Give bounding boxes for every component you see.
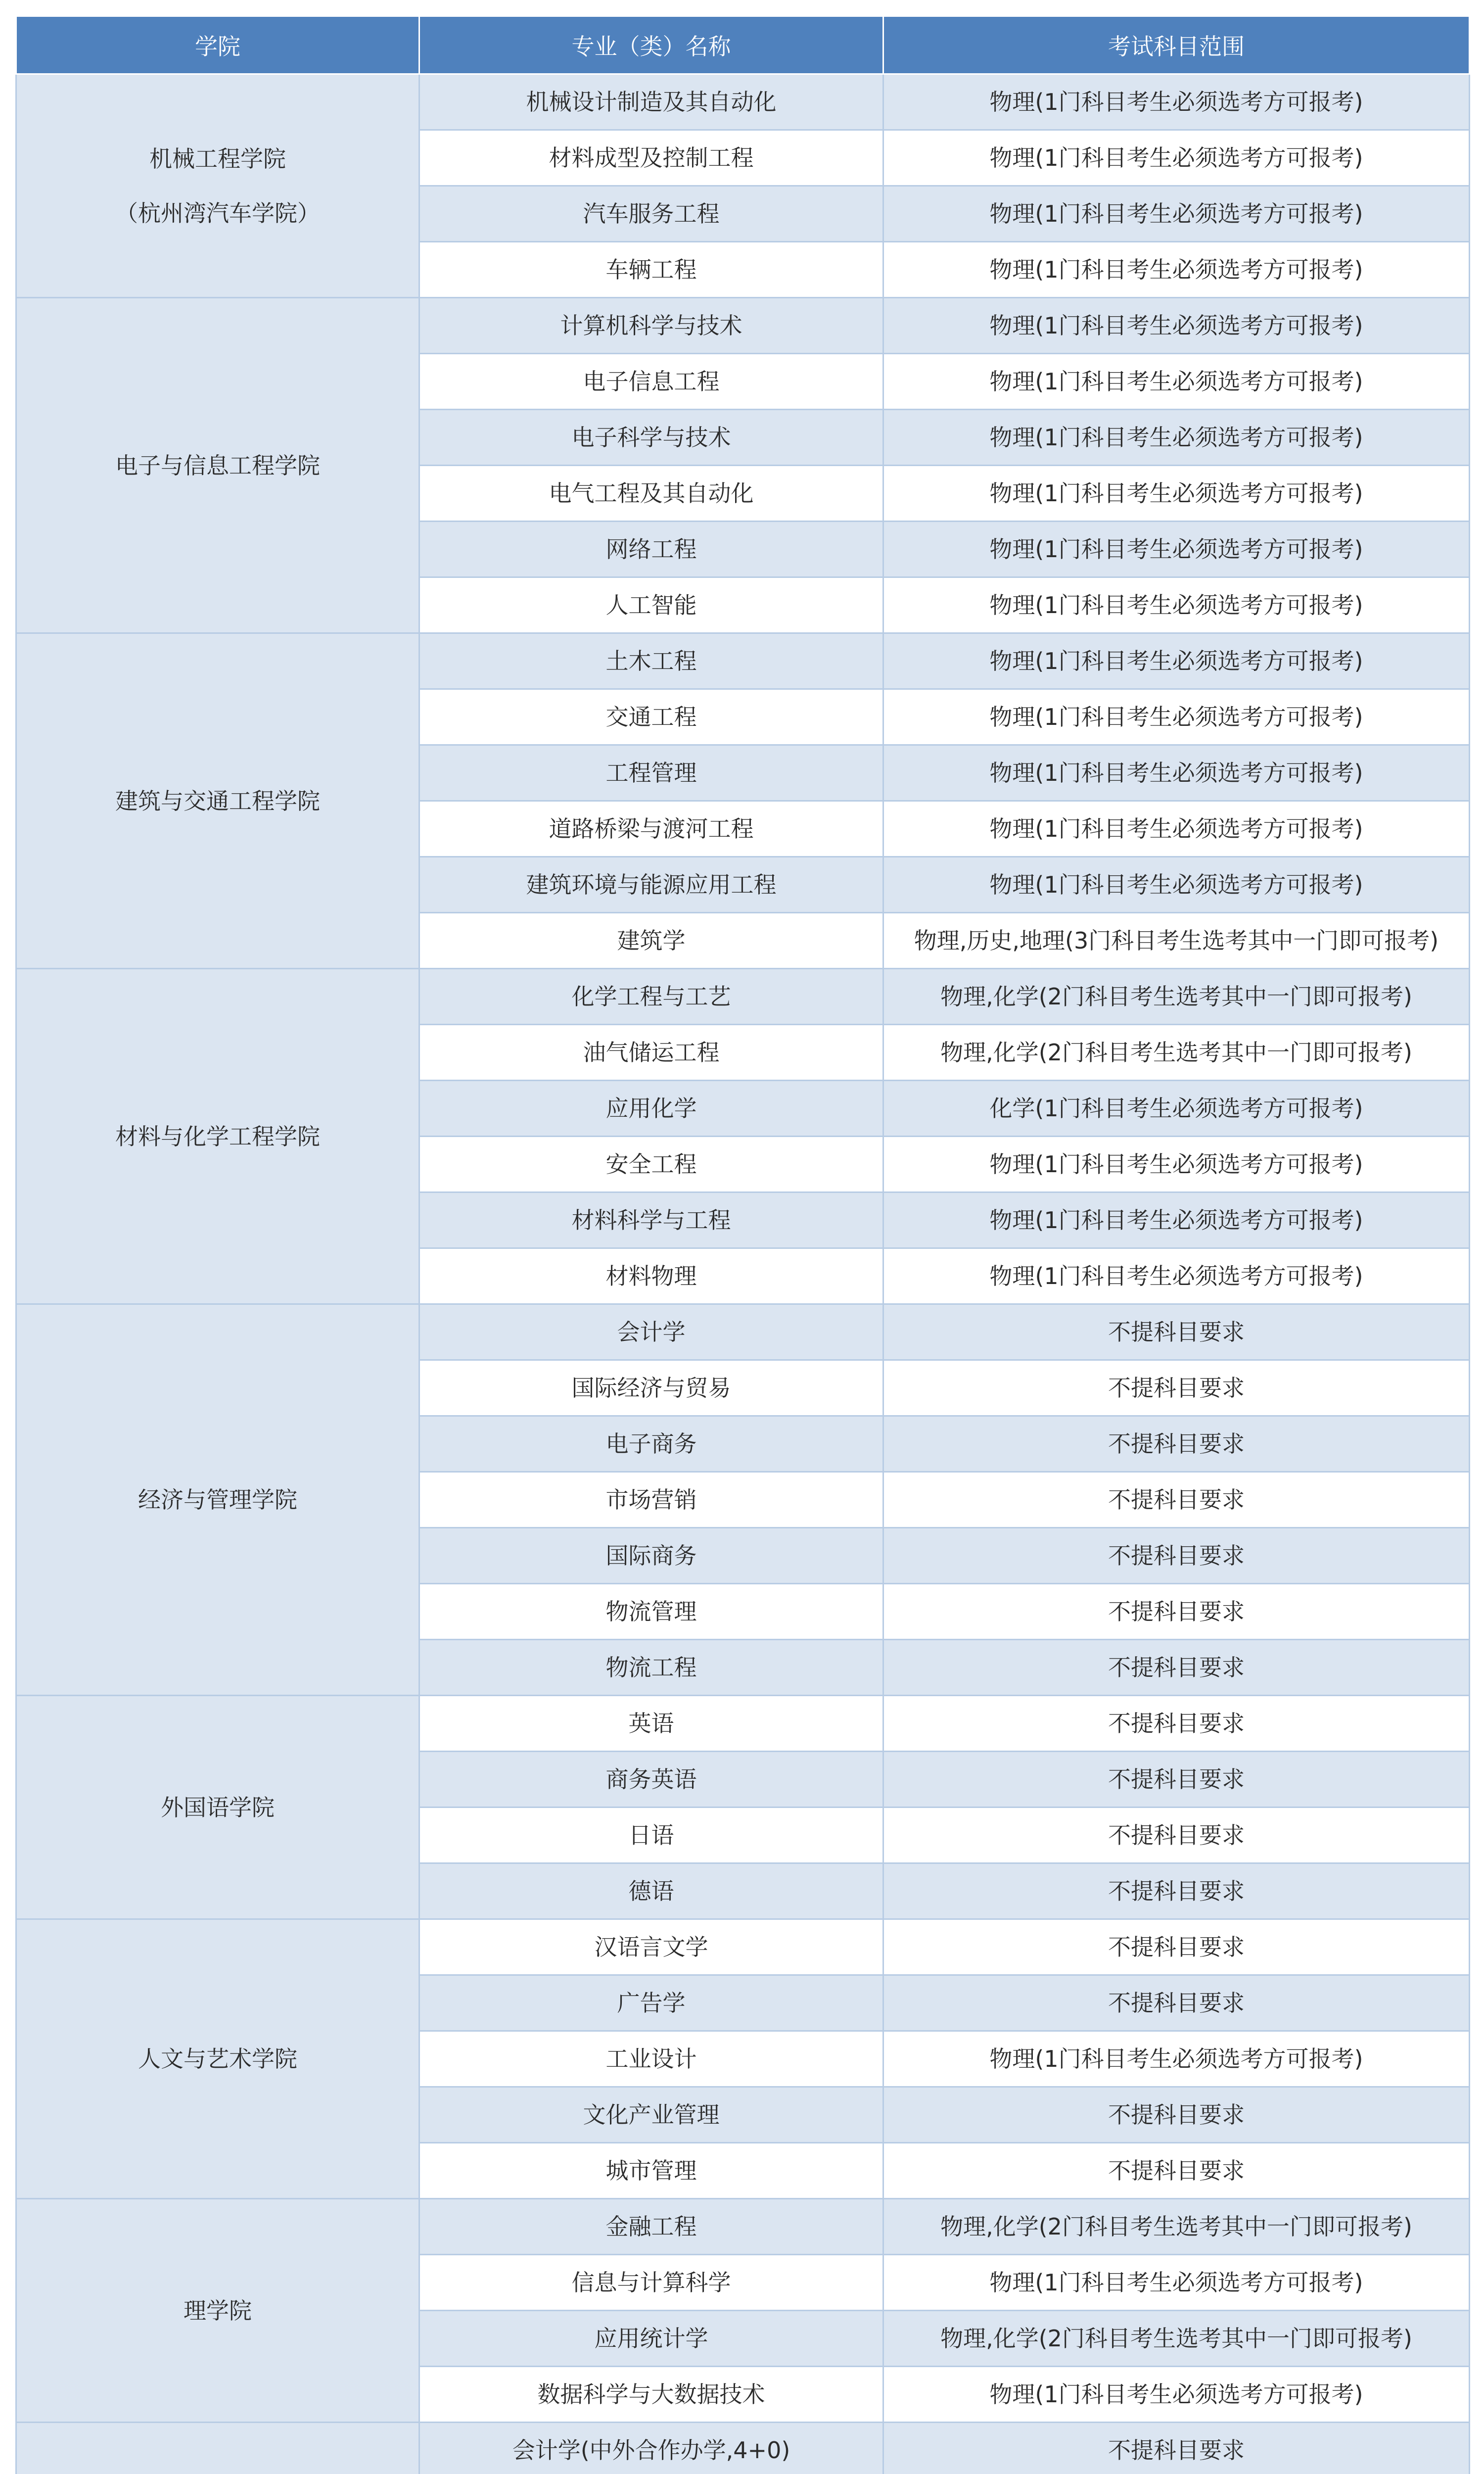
major-cell: 国际经济与贸易 [419, 1360, 883, 1416]
major-cell: 土木工程 [419, 633, 883, 689]
subject-requirement-cell: 物理(1门科目考生必须选考方可报考) [883, 186, 1470, 242]
subject-requirement-cell: 物理(1门科目考生必须选考方可报考) [883, 466, 1470, 522]
college-name: （杭州湾汽车学院） [115, 199, 320, 227]
college-name: 机械工程学院 [149, 145, 286, 172]
subject-requirement-cell: 不提科目要求 [883, 1472, 1470, 1528]
college-cell [16, 2423, 419, 2474]
major-cell: 国际商务 [419, 1528, 883, 1584]
major-cell: 机械设计制造及其自动化 [419, 74, 883, 130]
major-cell: 信息与计算科学 [419, 2255, 883, 2311]
major-cell: 工业设计 [419, 2031, 883, 2087]
college-cell [16, 1304, 419, 1696]
subject-requirement-cell: 物理(1门科目考生必须选考方可报考) [883, 2255, 1470, 2311]
major-cell: 电子商务 [419, 1416, 883, 1472]
major-cell: 化学工程与工艺 [419, 969, 883, 1025]
subject-requirement-cell: 物理(1门科目考生必须选考方可报考) [883, 633, 1470, 689]
subject-requirement-cell: 不提科目要求 [883, 1975, 1470, 2031]
subject-requirement-cell: 物理,化学(2门科目考生选考其中一门即可报考) [883, 2311, 1470, 2367]
major-cell: 金融工程 [419, 2199, 883, 2255]
subject-requirement-cell: 不提科目要求 [883, 1752, 1470, 1808]
major-cell: 商务英语 [419, 1752, 883, 1808]
major-cell: 安全工程 [419, 1137, 883, 1192]
subject-requirement-cell: 不提科目要求 [883, 1863, 1470, 1919]
college-name: 材料与化学工程学院 [115, 1123, 320, 1150]
college-cell [16, 633, 419, 969]
table-row [16, 969, 1470, 1025]
subject-requirement-cell: 物理(1门科目考生必须选考方可报考) [883, 2031, 1470, 2087]
major-cell: 网络工程 [419, 522, 883, 577]
subject-requirement-cell: 不提科目要求 [883, 1360, 1470, 1416]
major-cell: 人工智能 [419, 577, 883, 633]
table-row [16, 298, 1470, 354]
major-cell: 德语 [419, 1863, 883, 1919]
major-cell: 建筑学 [419, 913, 883, 969]
major-cell: 汽车服务工程 [419, 186, 883, 242]
subject-requirement-cell: 不提科目要求 [883, 1640, 1470, 1696]
major-cell: 计算机科学与技术 [419, 298, 883, 354]
subject-requirement-cell: 物理(1门科目考生必须选考方可报考) [883, 1137, 1470, 1192]
subject-requirement-cell: 物理(1门科目考生必须选考方可报考) [883, 577, 1470, 633]
subject-requirement-cell: 不提科目要求 [883, 2087, 1470, 2143]
subject-requirement-cell: 化学(1门科目考生必须选考方可报考) [883, 1081, 1470, 1137]
college-cell [16, 969, 419, 1304]
table-row [16, 2423, 1470, 2474]
major-cell: 广告学 [419, 1975, 883, 2031]
subject-requirement-cell: 物理,化学(2门科目考生选考其中一门即可报考) [883, 969, 1470, 1025]
major-cell: 市场营销 [419, 1472, 883, 1528]
major-cell: 交通工程 [419, 689, 883, 745]
table-row [16, 1696, 1470, 1752]
major-cell: 物流管理 [419, 1584, 883, 1640]
major-cell: 材料成型及控制工程 [419, 130, 883, 186]
header-subjects: 考试科目范围 [883, 16, 1470, 74]
major-cell: 电气工程及其自动化 [419, 466, 883, 522]
subject-requirement-cell: 物理(1门科目考生必须选考方可报考) [883, 857, 1470, 913]
subject-requirement-cell: 物理,历史,地理(3门科目考生选考其中一门即可报考) [883, 913, 1470, 969]
subject-requirement-cell: 不提科目要求 [883, 1808, 1470, 1863]
header-row [16, 16, 1470, 74]
major-cell: 文化产业管理 [419, 2087, 883, 2143]
college-name: 外国语学院 [161, 1794, 275, 1821]
subject-requirement-cell: 物理(1门科目考生必须选考方可报考) [883, 298, 1470, 354]
subject-requirement-cell: 物理(1门科目考生必须选考方可报考) [883, 1192, 1470, 1248]
subject-requirement-cell: 物理(1门科目考生必须选考方可报考) [883, 130, 1470, 186]
table-row [16, 1919, 1470, 1975]
table-row [16, 633, 1470, 689]
college-cell [16, 2199, 419, 2423]
college-cell [16, 74, 419, 298]
major-cell: 道路桥梁与渡河工程 [419, 801, 883, 857]
subject-requirement-cell: 不提科目要求 [883, 2143, 1470, 2199]
major-cell: 电子信息工程 [419, 354, 883, 410]
subject-requirement-cell: 物理(1门科目考生必须选考方可报考) [883, 410, 1470, 466]
major-cell: 材料科学与工程 [419, 1192, 883, 1248]
table-row [16, 74, 1470, 130]
major-cell: 材料物理 [419, 1248, 883, 1304]
subject-requirement-cell: 物理,化学(2门科目考生选考其中一门即可报考) [883, 1025, 1470, 1081]
major-cell: 城市管理 [419, 2143, 883, 2199]
subject-requirement-cell: 物理,化学(2门科目考生选考其中一门即可报考) [883, 2199, 1470, 2255]
subject-requirement-cell: 不提科目要求 [883, 1919, 1470, 1975]
subject-requirement-cell: 物理(1门科目考生必须选考方可报考) [883, 1248, 1470, 1304]
subject-requirement-cell: 不提科目要求 [883, 1696, 1470, 1752]
subject-requirement-cell: 物理(1门科目考生必须选考方可报考) [883, 522, 1470, 577]
college-name: 理学院 [184, 2297, 252, 2324]
subject-requirements-table [15, 15, 1470, 2474]
major-cell: 英语 [419, 1696, 883, 1752]
college-cell [16, 1919, 419, 2199]
major-cell: 物流工程 [419, 1640, 883, 1696]
subject-requirement-cell: 不提科目要求 [883, 1584, 1470, 1640]
college-name: 建筑与交通工程学院 [115, 787, 320, 814]
major-cell: 电子科学与技术 [419, 410, 883, 466]
major-cell: 应用统计学 [419, 2311, 883, 2367]
major-cell: 车辆工程 [419, 242, 883, 298]
subject-requirement-cell: 物理(1门科目考生必须选考方可报考) [883, 242, 1470, 298]
college-cell [16, 1696, 419, 1919]
table-header [16, 16, 1470, 74]
header-college: 学院 [16, 16, 419, 74]
subject-requirement-cell: 物理(1门科目考生必须选考方可报考) [883, 2367, 1470, 2423]
header-major: 专业（类）名称 [419, 16, 883, 74]
table-row [16, 2199, 1470, 2255]
subject-requirement-cell: 物理(1门科目考生必须选考方可报考) [883, 689, 1470, 745]
subject-requirement-cell: 不提科目要求 [883, 2423, 1470, 2474]
subject-requirement-cell: 不提科目要求 [883, 1528, 1470, 1584]
subject-requirement-cell: 不提科目要求 [883, 1304, 1470, 1360]
major-cell: 会计学(中外合作办学,4+0) [419, 2423, 883, 2474]
college-cell [16, 298, 419, 633]
subject-requirement-cell: 物理(1门科目考生必须选考方可报考) [883, 745, 1470, 801]
major-cell: 油气储运工程 [419, 1025, 883, 1081]
subject-requirement-cell: 物理(1门科目考生必须选考方可报考) [883, 354, 1470, 410]
major-cell: 工程管理 [419, 745, 883, 801]
major-cell: 日语 [419, 1808, 883, 1863]
major-cell: 会计学 [419, 1304, 883, 1360]
college-name: 人文与艺术学院 [138, 2046, 297, 2072]
college-name: 电子与信息工程学院 [115, 452, 320, 479]
subject-requirement-cell: 不提科目要求 [883, 1416, 1470, 1472]
table-body [16, 74, 1470, 2474]
table-row [16, 1304, 1470, 1360]
major-cell: 建筑环境与能源应用工程 [419, 857, 883, 913]
major-cell: 汉语言文学 [419, 1919, 883, 1975]
subject-requirement-cell: 物理(1门科目考生必须选考方可报考) [883, 801, 1470, 857]
major-cell: 应用化学 [419, 1081, 883, 1137]
college-name: 经济与管理学院 [138, 1486, 297, 1513]
major-cell: 数据科学与大数据技术 [419, 2367, 883, 2423]
admission-table-container [15, 15, 1469, 2474]
subject-requirement-cell: 物理(1门科目考生必须选考方可报考) [883, 74, 1470, 130]
